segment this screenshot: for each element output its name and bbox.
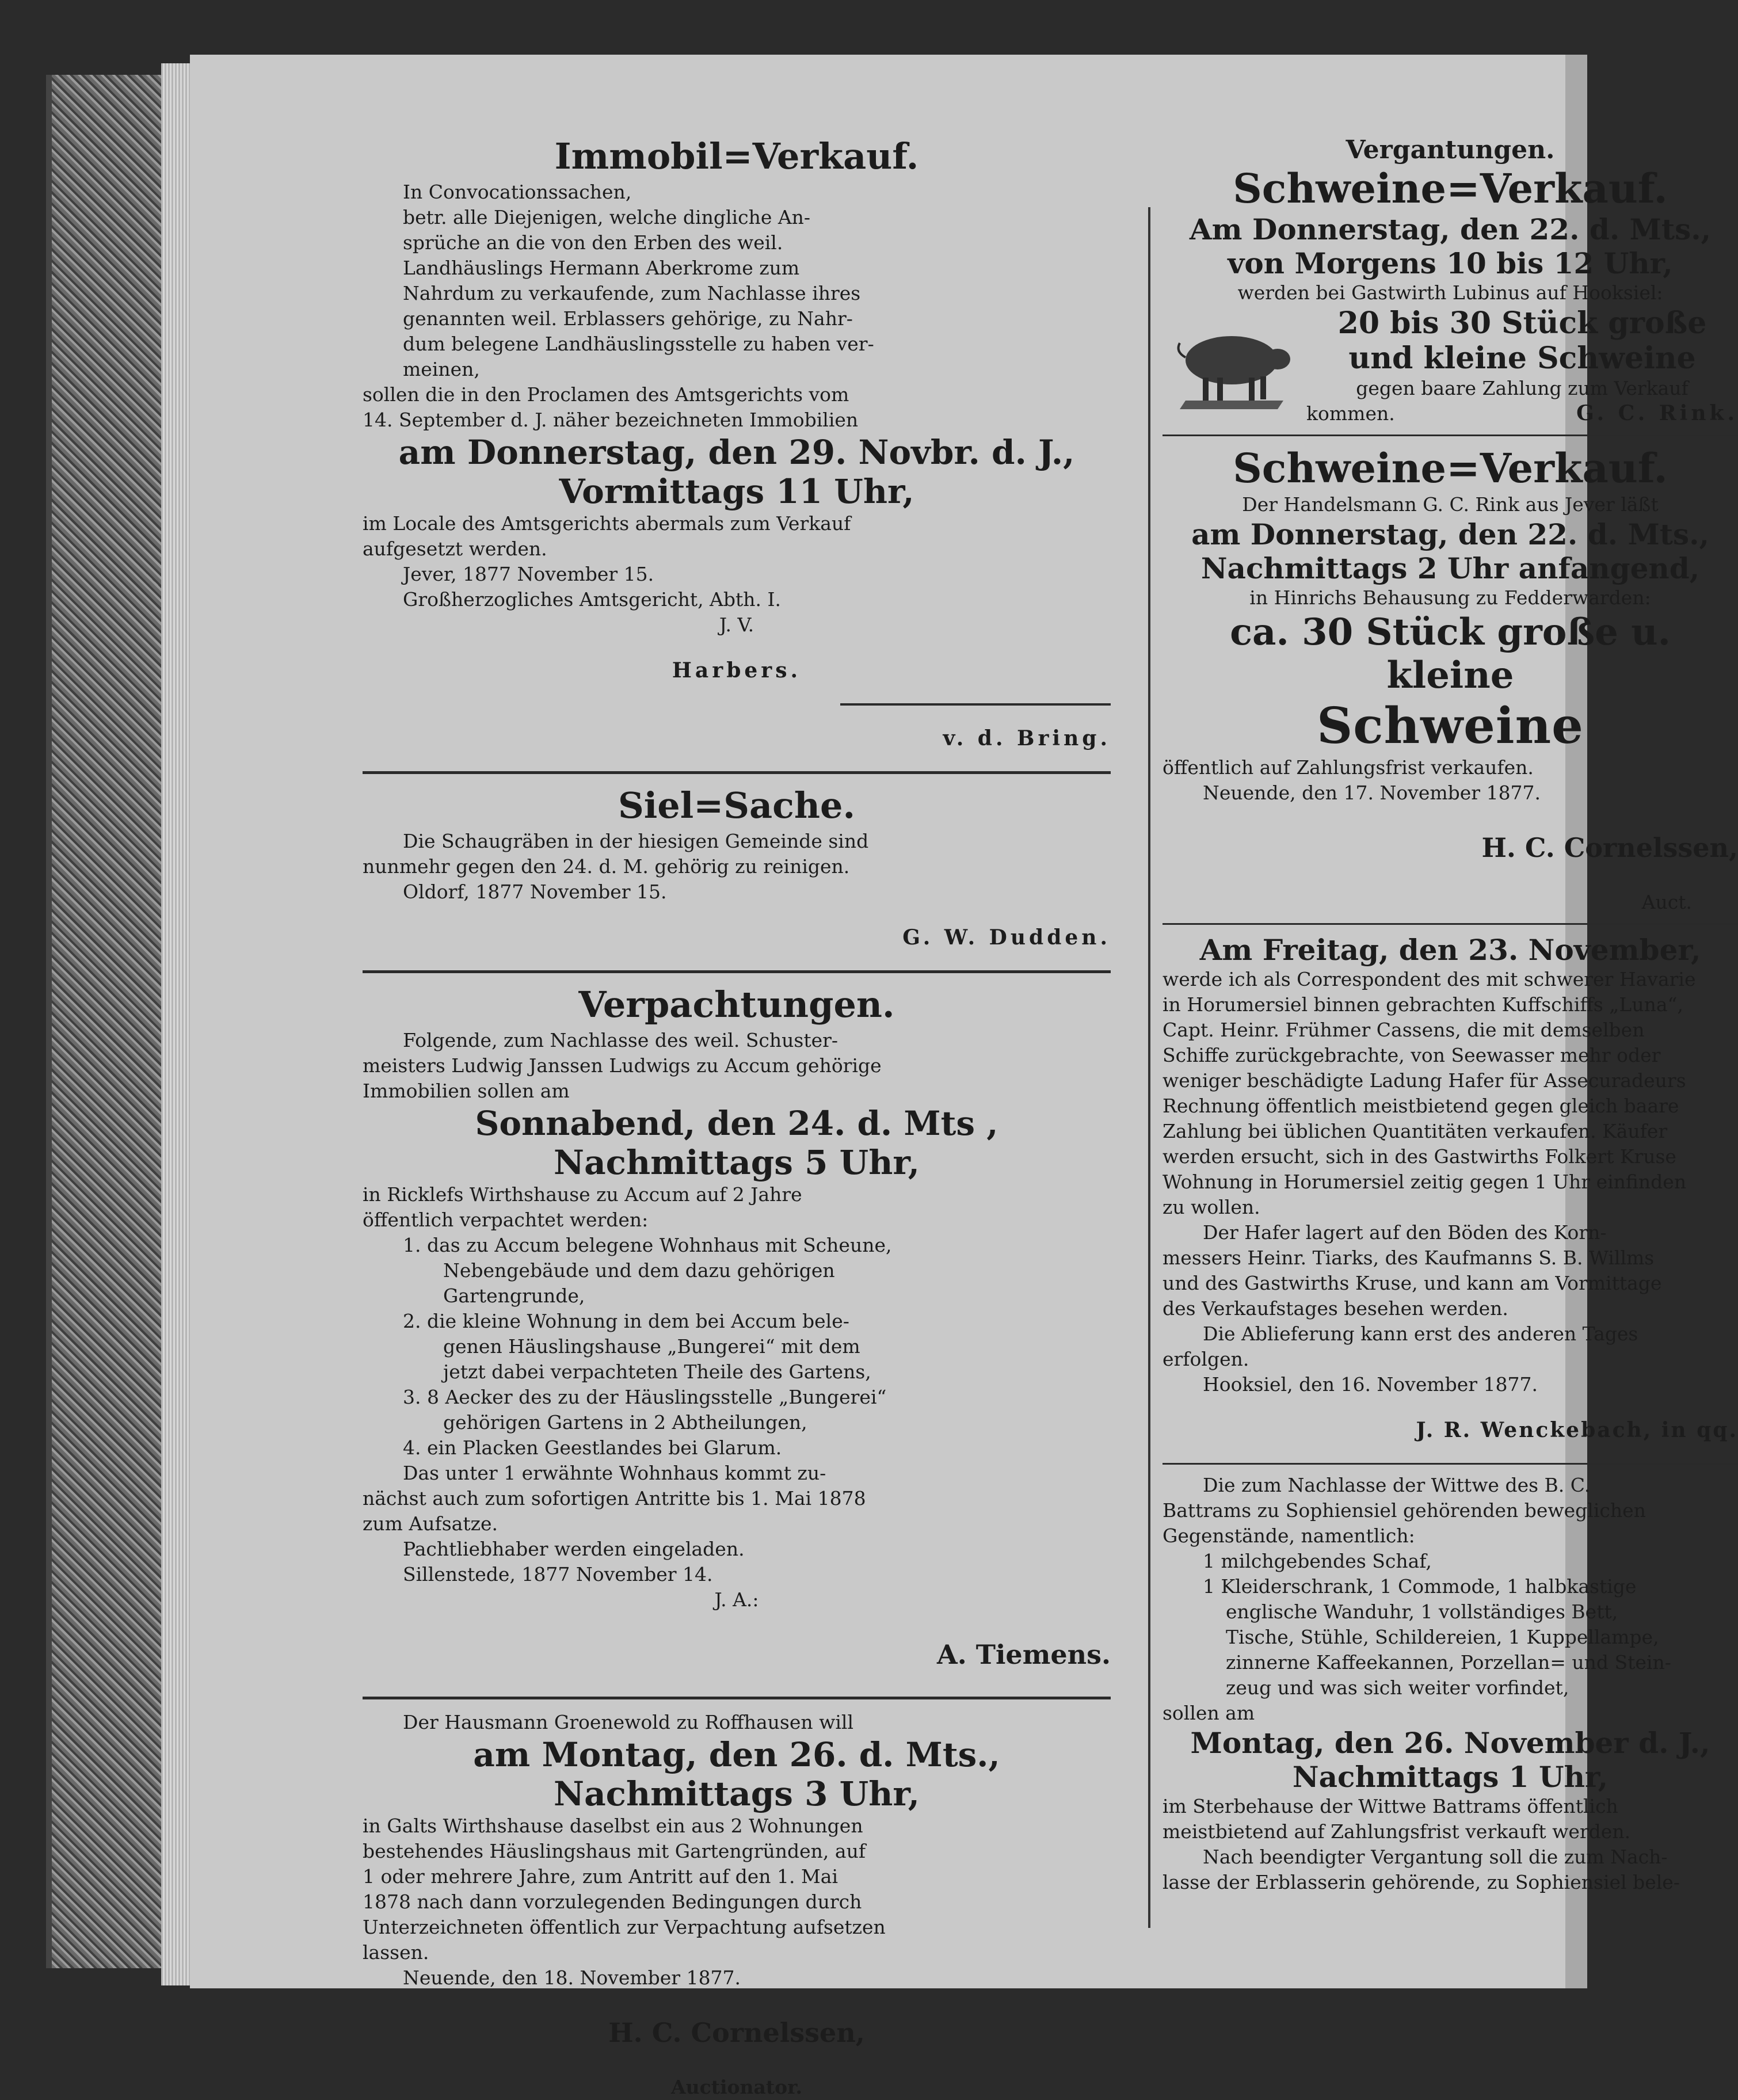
text-line: werden bei Gastwirth Lubinus auf Hooksiel: — [1237, 281, 1663, 304]
list-item: Nebengebäude und dem dazu gehörigen — [443, 1259, 835, 1282]
sale-date: Am Donnerstag, den 22. d. Mts., — [1189, 212, 1712, 246]
book-spine — [46, 75, 167, 1968]
big-offer: und kleine Schweine — [1348, 341, 1696, 376]
section-rule — [1163, 923, 1738, 925]
lease-time: Nachmittags 3 Uhr, — [554, 1774, 920, 1813]
text-line: aufgesetzt werden. — [363, 538, 547, 560]
text-line: Schiffe zurückgebrachte, von Seewasser mehr oder — [1163, 1044, 1661, 1066]
place-date: Jever, 1877 November 15. — [403, 563, 654, 585]
signature: J. R. Wenckebach, in qq. — [1416, 1418, 1738, 1442]
notice-title: Vergantungen. — [1346, 135, 1555, 165]
siel-sache-notice — [363, 784, 1111, 950]
lease-date: am Montag, den 26. d. Mts., — [473, 1735, 1000, 1774]
text-line: nächst auch zum sofortigen Antritte bis 1. Mai 1878 — [363, 1487, 866, 1510]
sale-time: von Morgens 10 bis 12 Uhr, — [1228, 246, 1673, 280]
hausmann-notice — [363, 1710, 1111, 2100]
text-line: meistbietend auf Zahlungsfrist verkauft werden. — [1163, 1820, 1631, 1843]
text-line: zu wollen. — [1163, 1196, 1260, 1218]
signature-role: Auctionator. — [671, 2076, 802, 2098]
text-line: meinen, — [403, 358, 480, 380]
text-line: Wohnung in Horumersiel zeitig gegen 1 Uhr einfinden — [1163, 1171, 1687, 1193]
right-column — [1163, 135, 1738, 1895]
text-line: zum Aufsatze. — [363, 1512, 498, 1535]
left-column — [363, 135, 1111, 2100]
text-line: J. V. — [719, 613, 754, 636]
list-item: 2. die kleine Wohnung in dem bei Accum bele- — [403, 1310, 849, 1332]
signature: v. d. Bring. — [943, 726, 1111, 750]
section-rule — [363, 771, 1111, 774]
text-line: Folgende, zum Nachlasse des weil. Schuster- — [403, 1029, 838, 1051]
section-rule — [363, 970, 1111, 973]
text-line: Zahlung bei üblichen Quantitäten verkaufen. Käufer — [1163, 1120, 1668, 1142]
text-line: Nahrdum zu verkaufende, zum Nachlasse ihres — [403, 282, 861, 304]
text-line: lassen. — [363, 1941, 429, 1964]
text-line: im Locale des Amtsgerichts abermals zum Verkauf — [363, 512, 851, 535]
notice-title: Siel=Sache. — [618, 784, 856, 826]
sale-date: am Donnerstag, den 22. d. Mts., — [1191, 517, 1709, 551]
text-line: Immobilien sollen am — [363, 1080, 570, 1102]
text-line: messers Heinr. Tiarks, des Kaufmanns S. B. Willms — [1163, 1247, 1655, 1269]
lease-time: Nachmittags 5 Uhr, — [554, 1143, 920, 1182]
text-line: in Hinrichs Behausung zu Fedderwarden: — [1249, 586, 1651, 609]
freitag-notice — [1163, 933, 1738, 1442]
text-line: J. A.: — [714, 1588, 759, 1611]
immobil-verkauf-notice — [363, 135, 1111, 750]
signature: H. C. Cornelssen, — [608, 2017, 865, 2048]
text-line: Gegenstände, namentlich: — [1163, 1524, 1415, 1547]
place-date: Neuende, den 18. November 1877. — [403, 1966, 741, 1989]
list-item: gehörigen Gartens in 2 Abtheilungen, — [443, 1411, 807, 1434]
text-line: sollen die in den Proclamen des Amtsgerichts vom — [363, 383, 849, 406]
text-line: Oldorf, 1877 November 15. — [403, 881, 667, 903]
text-line: werden ersucht, sich in des Gastwirths Folkert Kruse — [1163, 1145, 1676, 1168]
text-line: weniger beschädigte Ladung Hafer für Assecuradeurs — [1163, 1069, 1686, 1092]
notice-title: Immobil=Verkauf. — [554, 135, 919, 177]
list-item: genen Häuslingshause „Bungerei“ mit dem — [443, 1335, 860, 1358]
list-item: 4. ein Placken Geestlandes bei Glarum. — [403, 1436, 782, 1459]
nachlass-notice — [1163, 1473, 1738, 1895]
pig-advert — [1163, 306, 1738, 426]
text-line: im Sterbehause der Wittwe Battrams öffentlich — [1163, 1795, 1618, 1817]
text-line: nunmehr gegen den 24. d. M. gehörig zu reinigen. — [363, 855, 850, 878]
signature: A. Tiemens. — [937, 1639, 1111, 1670]
text-line: 1878 nach dann vorzulegenden Bedingungen durch — [363, 1891, 862, 1913]
lease-date: Sonnabend, den 24. d. Mts , — [475, 1104, 998, 1143]
text-line: Die Ablieferung kann erst des anderen Tages — [1203, 1322, 1638, 1345]
sale-date: Montag, den 26. November d. J., — [1190, 1726, 1710, 1760]
text-line: bestehendes Häuslingshaus mit Gartengründen, auf — [363, 1840, 866, 1862]
list-item: 1. das zu Accum belegene Wohnhaus mit Scheune, — [403, 1234, 892, 1256]
authority: Großherzogliches Amtsgericht, Abth. I. — [403, 588, 782, 611]
text-line: Pachtliebhaber werden eingeladen. — [403, 1538, 745, 1560]
text-line: Das unter 1 erwähnte Wohnhaus kommt zu- — [403, 1462, 826, 1484]
list-item: Gartengrunde, — [443, 1285, 585, 1307]
signature: Harbers. — [672, 658, 802, 683]
text-line: sprüche an die von den Erben des weil. — [403, 231, 783, 254]
text-line: Nach beendigter Vergantung soll die zum Nach- — [1203, 1846, 1668, 1868]
signature: G. W. Dudden. — [902, 925, 1111, 950]
signature-role: Auct. — [1641, 891, 1692, 913]
text-line: Der Handelsmann G. C. Rink aus Jever läßt — [1242, 493, 1659, 516]
list-item: Tische, Stühle, Schildereien, 1 Kuppellampe, — [1226, 1626, 1659, 1648]
place-date: Sillenstede, 1877 November 14. — [403, 1563, 713, 1586]
text-line: und des Gastwirths Kruse, und kann am Vormittage — [1163, 1272, 1662, 1294]
place-date: Hooksiel, den 16. November 1877. — [1203, 1373, 1538, 1396]
notice-title: Verpachtungen. — [578, 984, 895, 1026]
text-line: öffentlich verpachtet werden: — [363, 1209, 649, 1231]
text-line: Unterzeichneten öffentlich zur Verpachtung aufsetzen — [363, 1916, 886, 1938]
text-line: werde ich als Correspondent des mit schwerer Havarie — [1163, 968, 1696, 990]
big-offer: 20 bis 30 Stück große — [1337, 306, 1707, 341]
text-line: betr. alle Diejenigen, welche dingliche An- — [403, 206, 811, 228]
text-line: 14. September d. J. näher bezeichneten Immobilien — [363, 409, 859, 431]
text-line: 1 oder mehrere Jahre, zum Antritt auf den 1. Mai — [363, 1865, 838, 1888]
text-line: meisters Ludwig Janssen Ludwigs zu Accum gehörige — [363, 1054, 882, 1077]
text-line: kommen. — [1306, 402, 1395, 425]
text-line: lasse der Erblasserin gehörende, zu Sophiensiel bele- — [1163, 1871, 1680, 1893]
headline: Schweine=Verkauf. — [1233, 444, 1668, 492]
list-item: englische Wanduhr, 1 vollständiges Bett, — [1226, 1600, 1618, 1623]
text-line: erfolgen. — [1163, 1348, 1249, 1370]
headline: Schweine=Verkauf. — [1233, 165, 1668, 212]
text-line: sollen am — [1163, 1702, 1255, 1724]
section-rule — [1163, 1463, 1738, 1465]
text-line: in Ricklefs Wirthshause zu Accum auf 2 Jahre — [363, 1183, 802, 1206]
signature: G. C. Rink. — [1576, 401, 1738, 425]
signature: H. C. Cornelssen, — [1481, 832, 1738, 863]
text-line: in Galts Wirthshause daselbst ein aus 2 Wohnungen — [363, 1815, 863, 1837]
text-line: Die zum Nachlasse der Wittwe des B. C. — [1203, 1474, 1591, 1496]
text-line: Battrams zu Sophiensiel gehörenden beweglichen — [1163, 1499, 1646, 1522]
short-rule — [840, 703, 1111, 706]
text-line: in Horumersiel binnen gebrachten Kuffschiffs „Luna“, — [1163, 993, 1683, 1016]
text-line: Landhäuslings Hermann Aberkrome zum — [403, 257, 800, 279]
section-rule — [363, 1697, 1111, 1699]
list-item: zinnerne Kaffeekannen, Porzellan= und Stein- — [1226, 1651, 1671, 1674]
text-line: genannten weil. Erblassers gehörige, zu Nahr- — [403, 307, 853, 330]
text-line: In Convocationssachen, — [403, 181, 632, 203]
text-line: gegen baare Zahlung zum Verkauf — [1356, 377, 1689, 399]
place-date: Neuende, den 17. November 1877. — [1203, 782, 1541, 804]
pig-icon — [1163, 314, 1295, 418]
list-item: zeug und was sich weiter vorfindet, — [1226, 1676, 1569, 1699]
sale-time: Nachmittags 1 Uhr, — [1292, 1760, 1609, 1794]
big-offer: Schweine — [1317, 697, 1584, 755]
sale-date: am Donnerstag, den 29. Novbr. d. J., — [398, 433, 1075, 472]
list-item: jetzt dabei verpachteten Theile des Gartens, — [443, 1360, 871, 1383]
text-line: des Verkaufstages besehen werden. — [1163, 1297, 1508, 1320]
column-divider — [1148, 207, 1150, 1928]
text-line: Rechnung öffentlich meistbietend gegen gleich baare — [1163, 1095, 1679, 1117]
text-line: Capt. Heinr. Frühmer Cassens, die mit demselben — [1163, 1019, 1645, 1041]
list-item: 1 Kleiderschrank, 1 Commode, 1 halbkastige — [1203, 1575, 1637, 1598]
list-item: 3. 8 Aecker des zu der Häuslingsstelle „Bungerei“ — [403, 1386, 887, 1408]
verpachtungen-notice — [363, 984, 1111, 1670]
sale-time: Vormittags 11 Uhr, — [559, 472, 914, 511]
section-rule — [1163, 435, 1738, 436]
sale-time: Nachmittags 2 Uhr anfangend, — [1200, 551, 1700, 585]
text-line: Der Hausmann Groenewold zu Roffhausen will — [403, 1711, 854, 1733]
newspaper-page — [190, 55, 1738, 2098]
big-offer: ca. 30 Stück große u. kleine — [1230, 611, 1671, 697]
text-line: Die Schaugräben in der hiesigen Gemeinde sind — [403, 830, 869, 852]
text-line: Der Hafer lagert auf den Böden des Korn- — [1203, 1221, 1607, 1244]
list-item: 1 milchgebendes Schaf, — [1203, 1550, 1432, 1572]
text-line: dum belegene Landhäuslingsstelle zu haben ver- — [403, 333, 874, 355]
sale-date: Am Freitag, den 23. November, — [1199, 933, 1701, 967]
vergantungen-notice — [1163, 135, 1738, 426]
schweine-verkauf-notice — [1163, 444, 1738, 915]
text-line: öffentlich auf Zahlungsfrist verkaufen. — [1163, 756, 1534, 779]
